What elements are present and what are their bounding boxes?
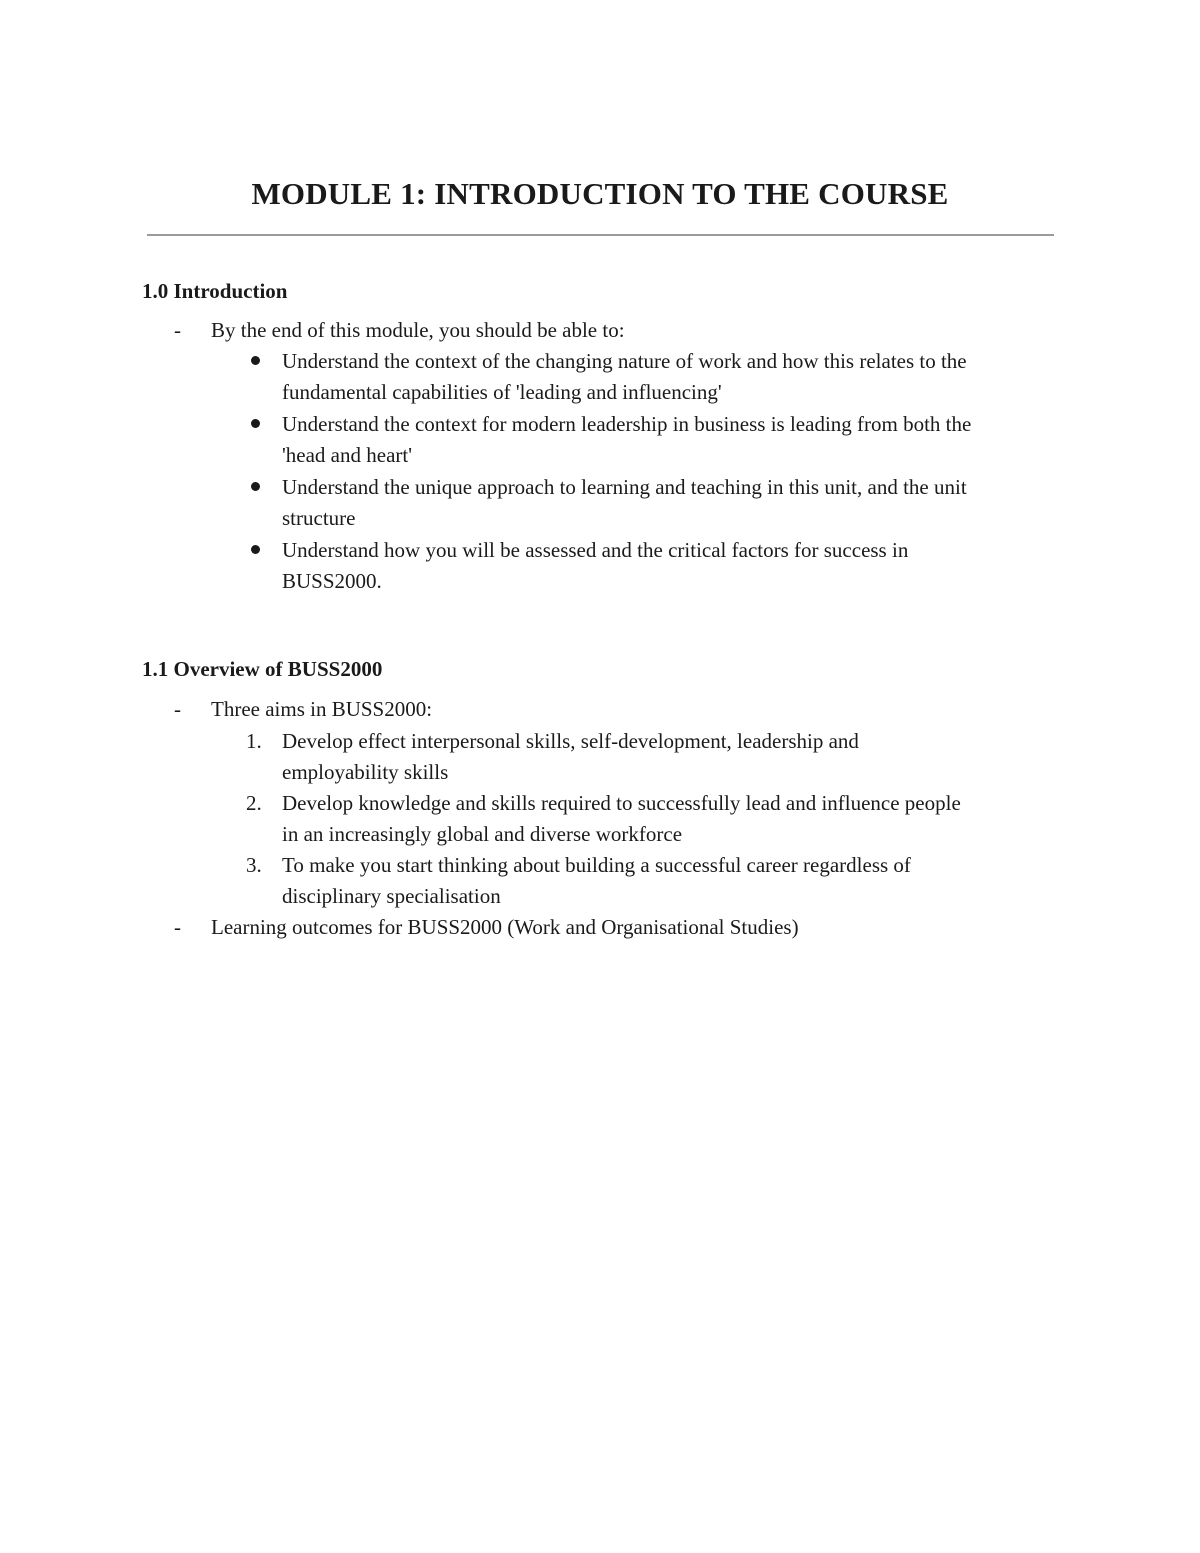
bullet-item-line: Understand how you will be assessed and the critical factors for success in [282, 538, 909, 562]
bullet-item-line: structure [282, 506, 356, 530]
dash-marker: - [174, 915, 181, 939]
bullet-item-line: Understand the unique approach to learning and teaching in this unit, and the unit [282, 475, 967, 499]
numbered-item-line: Develop knowledge and skills required to successfully lead and influence people [282, 791, 961, 815]
dash-marker: - [174, 697, 181, 721]
section-heading-overview: 1.1 Overview of BUSS2000 [142, 657, 383, 681]
bullet-item-line: fundamental capabilities of 'leading and influencing' [282, 380, 722, 404]
outro-line: Learning outcomes for BUSS2000 (Work and Organisational Studies) [211, 915, 799, 939]
bullet-dot-icon [251, 545, 260, 554]
list-number: 3. [246, 853, 262, 877]
numbered-item-line: disciplinary specialisation [282, 884, 501, 908]
bullet-item-line: Understand the context for modern leadership in business is leading from both the [282, 412, 972, 436]
intro-line: By the end of this module, you should be able to: [211, 318, 625, 342]
section-heading-introduction: 1.0 Introduction [142, 279, 288, 303]
numbered-item-line: in an increasingly global and diverse workforce [282, 822, 683, 846]
numbered-item-line: To make you start thinking about building a successful career regardless of [282, 853, 911, 877]
page-title: MODULE 1: INTRODUCTION TO THE COURSE [251, 176, 949, 211]
bullet-item-line: Understand the context of the changing nature of work and how this relates to the [282, 349, 967, 373]
bullet-dot-icon [251, 482, 260, 491]
horizontal-rule [147, 234, 1054, 236]
bullet-dot-icon [251, 356, 260, 365]
numbered-item-line: Develop effect interpersonal skills, self-development, leadership and [282, 729, 859, 753]
intro-line: Three aims in BUSS2000: [211, 697, 433, 721]
numbered-item-line: employability skills [282, 760, 449, 784]
bullet-dot-icon [251, 419, 260, 428]
list-number: 1. [246, 729, 262, 753]
list-number: 2. [246, 791, 262, 815]
bullet-item-line: 'head and heart' [282, 443, 412, 467]
dash-marker: - [174, 318, 181, 342]
bullet-item-line: BUSS2000. [282, 569, 382, 593]
